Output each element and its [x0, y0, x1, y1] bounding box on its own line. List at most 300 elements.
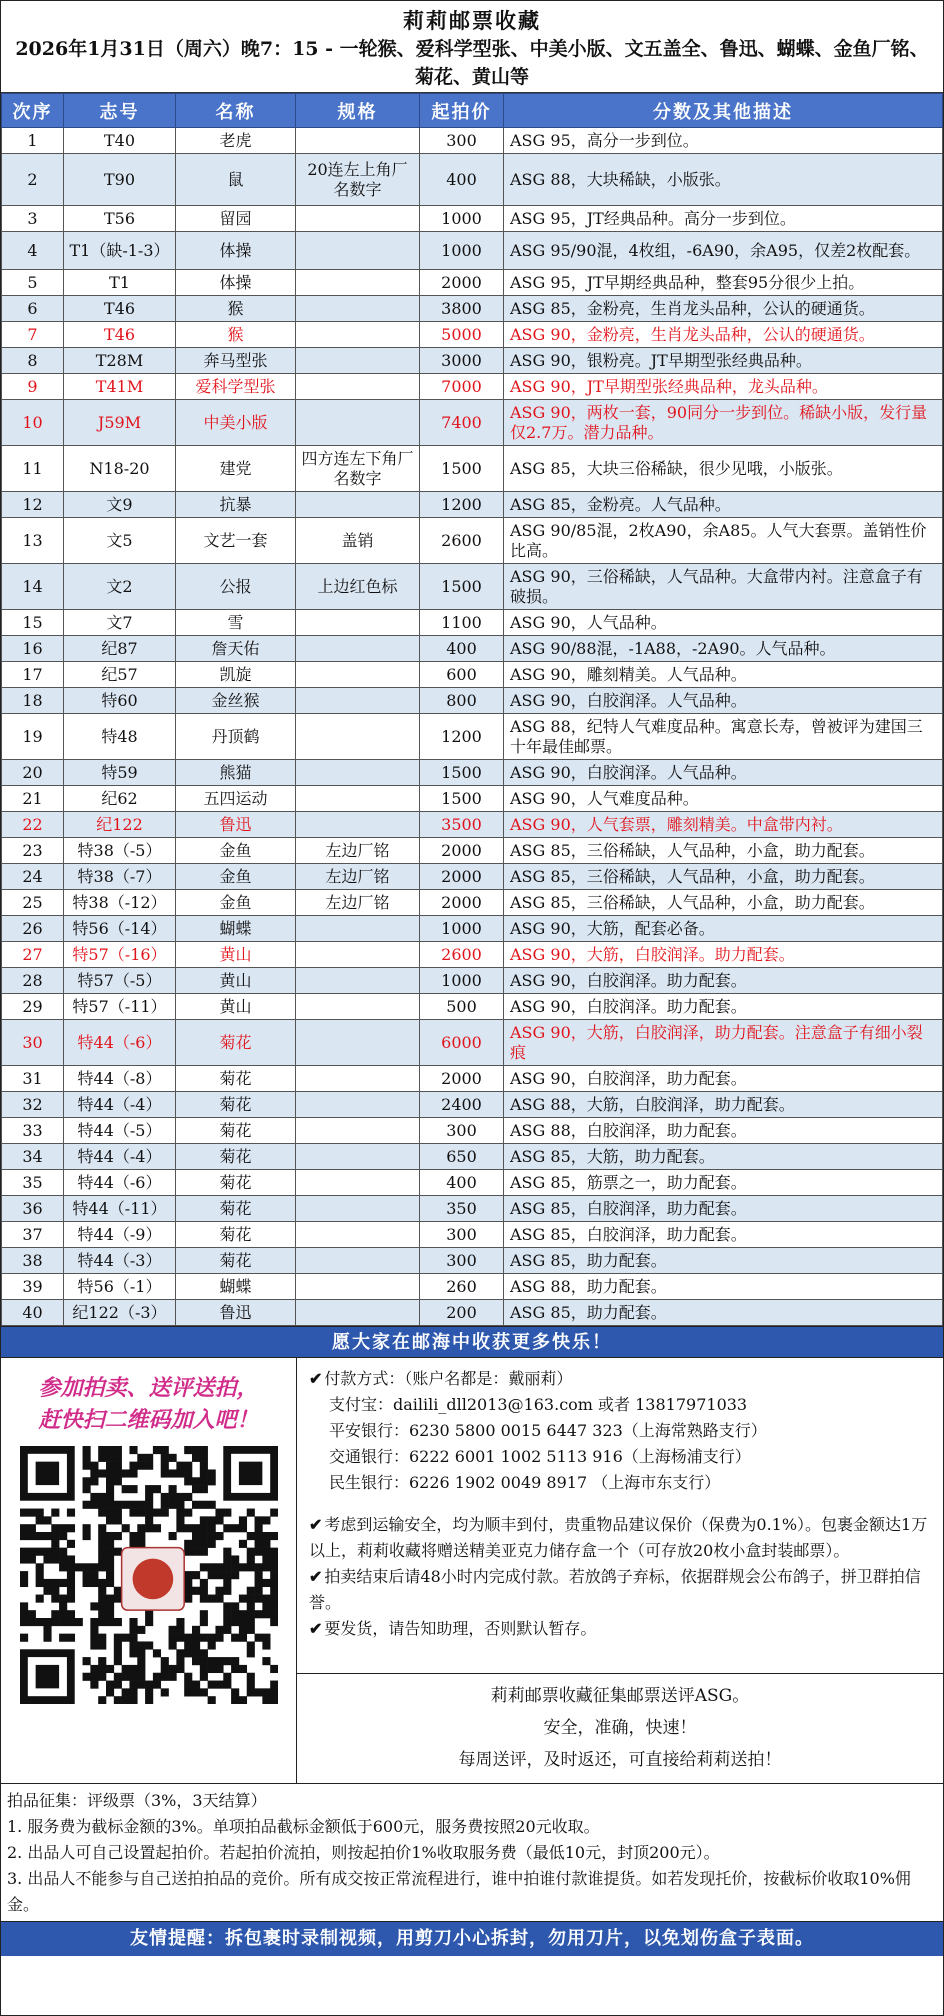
- qr-module: [82, 1454, 90, 1462]
- qr-module: [168, 1501, 176, 1509]
- table-row: [2, 1020, 943, 1066]
- stamp-code: 文2: [64, 564, 176, 610]
- lot-description: ASG 90，大筋，白胶润泽。助力配套。: [504, 942, 943, 968]
- start-price: 1500: [420, 760, 504, 786]
- qr-module: [59, 1579, 67, 1587]
- qr-module: [106, 1595, 114, 1603]
- qr-module: [90, 1665, 98, 1673]
- qr-module: [59, 1634, 67, 1642]
- lot-description: ASG 90，银粉亮。JT早期型张经典品种。: [504, 348, 943, 374]
- qr-module: [270, 1602, 278, 1610]
- qr-module: [129, 1649, 137, 1657]
- lot-description: ASG 90，白胶润泽。助力配套。: [504, 994, 943, 1020]
- qr-module: [184, 1673, 192, 1681]
- check-icon: ✔: [309, 1567, 323, 1586]
- qr-module: [98, 1509, 106, 1517]
- lot-number: 3: [2, 206, 64, 232]
- qr-module: [113, 1618, 121, 1626]
- table-row: [2, 864, 943, 890]
- stamp-name: 公报: [176, 564, 296, 610]
- table-row: [2, 400, 943, 446]
- qr-module: [199, 1618, 207, 1626]
- stamp-code: 特57（-16）: [64, 942, 176, 968]
- col-header-code: 志号: [64, 94, 176, 128]
- qr-module: [215, 1681, 223, 1689]
- qr-module: [270, 1696, 278, 1704]
- qr-module: [238, 1540, 246, 1548]
- alipay-line[interactable]: 支付宝：dailili_dll2013@163.com 或者 13817971033: [329, 1395, 748, 1414]
- col-header-price: 起拍价: [420, 94, 504, 128]
- lot-number: 35: [2, 1170, 64, 1196]
- start-price: 1500: [420, 446, 504, 492]
- qr-module: [98, 1696, 106, 1704]
- payment-heading: 付款方式：（账户名都是：戴丽莉）: [324, 1369, 573, 1388]
- lot-description: ASG 90，两枚一套，90同分一步到位。稀缺小版，发行量仅2.7万。潜力品种。: [504, 400, 943, 446]
- lot-number: 40: [2, 1300, 64, 1326]
- qr-module: [207, 1634, 215, 1642]
- page-title: 莉莉邮票收藏: [403, 8, 541, 33]
- table-row: [2, 1144, 943, 1170]
- lot-number: 33: [2, 1118, 64, 1144]
- qr-module: [168, 1641, 176, 1649]
- qr-module: [129, 1665, 137, 1673]
- qr-module: [254, 1688, 262, 1696]
- qr-module: [129, 1688, 137, 1696]
- qr-module: [262, 1579, 270, 1587]
- qr-module: [199, 1688, 207, 1696]
- stamp-spec: [296, 786, 420, 812]
- stamp-code: T28M: [64, 348, 176, 374]
- qr-module: [145, 1509, 153, 1517]
- qr-module: [238, 1516, 246, 1524]
- qr-module: [113, 1634, 121, 1642]
- promo-panel: [1, 1358, 297, 1783]
- lot-description: ASG 88，纪特人气难度品种。寓意长寿，曾被评为建国三十年最佳邮票。: [504, 714, 943, 760]
- qr-module: [246, 1688, 254, 1696]
- qr-module: [207, 1524, 215, 1532]
- table-row: [2, 270, 943, 296]
- qr-module: [168, 1485, 176, 1493]
- info-section: [1, 1358, 943, 1784]
- qr-module: [20, 1509, 28, 1517]
- lot-description: ASG 88，助力配套。: [504, 1274, 943, 1300]
- qr-module: [66, 1634, 74, 1642]
- lot-number: 30: [2, 1020, 64, 1066]
- qr-module: [192, 1657, 200, 1665]
- qr-module: [199, 1665, 207, 1673]
- lot-number: 28: [2, 968, 64, 994]
- qr-module: [113, 1501, 121, 1509]
- qr-module: [145, 1641, 153, 1649]
- qr-module: [66, 1587, 74, 1595]
- qr-module: [223, 1681, 231, 1689]
- stamp-code: T56: [64, 206, 176, 232]
- qr-module: [199, 1516, 207, 1524]
- lot-number: 12: [2, 492, 64, 518]
- qr-module: [238, 1665, 246, 1673]
- qr-module: [254, 1634, 262, 1642]
- qr-module: [137, 1462, 145, 1470]
- stamp-code: T40: [64, 128, 176, 154]
- qr-module: [192, 1540, 200, 1548]
- payment-panel: [297, 1358, 943, 1783]
- qr-module: [184, 1509, 192, 1517]
- table-row: [2, 1248, 943, 1274]
- stamp-spec: [296, 1300, 420, 1326]
- qr-module: [152, 1485, 160, 1493]
- qr-module: [231, 1555, 239, 1563]
- stamp-code: 特38（-12）: [64, 890, 176, 916]
- qr-module: [90, 1626, 98, 1634]
- start-price: 7000: [420, 374, 504, 400]
- lot-description: ASG 90，白胶润泽。人气品种。: [504, 760, 943, 786]
- qr-module: [106, 1618, 114, 1626]
- qr-module: [137, 1657, 145, 1665]
- lot-number: 24: [2, 864, 64, 890]
- qr-module: [90, 1462, 98, 1470]
- qr-module: [254, 1548, 262, 1556]
- start-price: 1000: [420, 232, 504, 270]
- qr-module: [51, 1618, 59, 1626]
- qr-module: [176, 1626, 184, 1634]
- qr-module: [207, 1563, 215, 1571]
- qr-module: [207, 1532, 215, 1540]
- table-row: [2, 994, 943, 1020]
- qr-module: [27, 1524, 35, 1532]
- qr-module: [129, 1532, 137, 1540]
- table-row: [2, 1170, 943, 1196]
- qr-module: [254, 1571, 262, 1579]
- qr-module: [137, 1532, 145, 1540]
- qr-module: [270, 1688, 278, 1696]
- qr-module: [35, 1516, 43, 1524]
- qr-module: [254, 1563, 262, 1571]
- stamp-spec: [296, 206, 420, 232]
- stamp-code: 纪122: [64, 812, 176, 838]
- qr-module: [59, 1555, 67, 1563]
- qr-module: [246, 1673, 254, 1681]
- qr-module: [262, 1641, 270, 1649]
- qr-module: [20, 1532, 28, 1540]
- qr-module: [82, 1571, 90, 1579]
- start-price: 260: [420, 1274, 504, 1300]
- qr-module: [129, 1618, 137, 1626]
- stamp-name: 爱科学型张: [176, 374, 296, 400]
- qr-module: [129, 1446, 137, 1454]
- qr-module: [262, 1555, 270, 1563]
- qr-module: [66, 1540, 74, 1548]
- qr-module: [51, 1548, 59, 1556]
- qr-module: [262, 1634, 270, 1642]
- qr-module: [27, 1532, 35, 1540]
- qr-module: [199, 1454, 207, 1462]
- qr-module: [160, 1673, 168, 1681]
- table-row: [2, 1118, 943, 1144]
- qr-module: [160, 1462, 168, 1470]
- qr-module: [192, 1649, 200, 1657]
- qr-module: [106, 1462, 114, 1470]
- lot-number: 10: [2, 400, 64, 446]
- qr-module: [168, 1532, 176, 1540]
- stamp-name: 凯旋: [176, 662, 296, 688]
- qr-module: [246, 1548, 254, 1556]
- table-row: [2, 838, 943, 864]
- start-price: 1000: [420, 968, 504, 994]
- lot-number: 2: [2, 154, 64, 206]
- qr-module: [199, 1548, 207, 1556]
- table-header-row: [2, 94, 943, 128]
- qr-module: [238, 1524, 246, 1532]
- qr-module: [35, 1563, 43, 1571]
- lot-number: 8: [2, 348, 64, 374]
- qr-module: [168, 1673, 176, 1681]
- qr-module: [207, 1595, 215, 1603]
- qr-module: [184, 1477, 192, 1485]
- stamp-spec: [296, 1092, 420, 1118]
- qr-module: [98, 1524, 106, 1532]
- start-price: 300: [420, 1118, 504, 1144]
- table-row: [2, 1274, 943, 1300]
- qr-module: [35, 1509, 43, 1517]
- qr-module: [98, 1532, 106, 1540]
- stamp-code: 纪122（-3）: [64, 1300, 176, 1326]
- lot-description: ASG 85，助力配套。: [504, 1248, 943, 1274]
- table-row: [2, 374, 943, 400]
- qr-module: [113, 1454, 121, 1462]
- qr-module: [254, 1610, 262, 1618]
- qr-module: [90, 1493, 98, 1501]
- qr-module: [27, 1618, 35, 1626]
- qr-finder: [238, 1462, 261, 1485]
- qr-module: [184, 1688, 192, 1696]
- stamp-spec: [296, 1020, 420, 1066]
- qr-module: [262, 1610, 270, 1618]
- qr-module: [43, 1516, 51, 1524]
- stamp-spec: [296, 322, 420, 348]
- qr-module: [90, 1681, 98, 1689]
- delivery-note: 要发货，请告知助理，否则默认暂存。: [324, 1619, 597, 1638]
- qr-module: [82, 1485, 90, 1493]
- lot-number: 23: [2, 838, 64, 864]
- qr-module: [199, 1579, 207, 1587]
- lot-number: 19: [2, 714, 64, 760]
- start-price: 2600: [420, 942, 504, 968]
- qr-module: [215, 1509, 223, 1517]
- qr-module: [27, 1548, 35, 1556]
- stamp-code: 文5: [64, 518, 176, 564]
- stamp-name: 金鱼: [176, 890, 296, 916]
- lot-description: ASG 95，JT经典品种。高分一步到位。: [504, 206, 943, 232]
- qr-module: [270, 1579, 278, 1587]
- stamp-spec: 盖销: [296, 518, 420, 564]
- qr-module: [66, 1524, 74, 1532]
- stamp-code: 纪62: [64, 786, 176, 812]
- stamp-spec: [296, 662, 420, 688]
- qr-module: [90, 1579, 98, 1587]
- qr-module: [145, 1516, 153, 1524]
- qr-module: [270, 1618, 278, 1626]
- qr-module: [199, 1649, 207, 1657]
- qr-module: [98, 1563, 106, 1571]
- stamp-code: 文9: [64, 492, 176, 518]
- qr-module: [176, 1509, 184, 1517]
- qr-module: [192, 1548, 200, 1556]
- qr-module: [246, 1641, 254, 1649]
- qr-module: [106, 1571, 114, 1579]
- stamp-name: 金丝猴: [176, 688, 296, 714]
- qr-module: [113, 1446, 121, 1454]
- qr-module: [43, 1579, 51, 1587]
- qr-module: [176, 1469, 184, 1477]
- qr-module: [199, 1595, 207, 1603]
- start-price: 3800: [420, 296, 504, 322]
- qr-module: [246, 1509, 254, 1517]
- qr-module: [152, 1673, 160, 1681]
- qr-module: [207, 1477, 215, 1485]
- stamp-code: 特44（-4）: [64, 1092, 176, 1118]
- qr-module: [43, 1532, 51, 1540]
- qr-module: [152, 1524, 160, 1532]
- qr-module: [82, 1501, 90, 1509]
- qr-module: [98, 1454, 106, 1462]
- stamp-code: T1（缺-1-3）: [64, 232, 176, 270]
- qr-module: [176, 1462, 184, 1470]
- stamp-spec: [296, 1066, 420, 1092]
- qr-module: [20, 1610, 28, 1618]
- qr-module: [129, 1626, 137, 1634]
- qr-module: [223, 1571, 231, 1579]
- qr-module: [231, 1657, 239, 1665]
- qr-module: [113, 1548, 121, 1556]
- lot-number: 25: [2, 890, 64, 916]
- qr-module: [262, 1548, 270, 1556]
- start-price: 2000: [420, 864, 504, 890]
- rule-3: 3. 出品人不能参与自己送拍拍品的竞价。所有成交按正常流程进行，谁中拍谁付款谁提货。如若发现托价，按截标价收取10%佣金。: [7, 1869, 911, 1914]
- stamp-spec: [296, 1196, 420, 1222]
- table-row: [2, 916, 943, 942]
- stamp-code: T1: [64, 270, 176, 296]
- qr-module: [66, 1555, 74, 1563]
- qr-module: [74, 1563, 82, 1571]
- lot-number: 21: [2, 786, 64, 812]
- qr-module: [137, 1501, 145, 1509]
- qr-module: [262, 1532, 270, 1540]
- qr-module: [168, 1626, 176, 1634]
- qr-module: [66, 1610, 74, 1618]
- qr-module: [98, 1548, 106, 1556]
- qr-module: [113, 1516, 121, 1524]
- start-price: 300: [420, 128, 504, 154]
- qr-module: [270, 1595, 278, 1603]
- lot-description: ASG 90，白胶润泽。人气品种。: [504, 688, 943, 714]
- start-price: 1000: [420, 916, 504, 942]
- qr-module: [145, 1618, 153, 1626]
- stamp-code: 特44（-6）: [64, 1020, 176, 1066]
- qr-module: [192, 1477, 200, 1485]
- qr-module: [192, 1626, 200, 1634]
- qr-code[interactable]: [20, 1446, 278, 1704]
- qr-module: [66, 1595, 74, 1603]
- lot-description: ASG 85，三俗稀缺，人气品种，小盒，助力配套。: [504, 890, 943, 916]
- qr-module: [176, 1657, 184, 1665]
- check-icon: ✔: [309, 1619, 323, 1638]
- qr-module: [192, 1587, 200, 1595]
- table-row: [2, 296, 943, 322]
- qr-module: [270, 1532, 278, 1540]
- stamp-name: 蝴蝶: [176, 916, 296, 942]
- qr-module: [113, 1532, 121, 1540]
- stamp-name: 菊花: [176, 1170, 296, 1196]
- qr-module: [207, 1501, 215, 1509]
- stamp-name: 菊花: [176, 1118, 296, 1144]
- qr-module: [90, 1469, 98, 1477]
- qr-module: [113, 1462, 121, 1470]
- qr-module: [238, 1563, 246, 1571]
- qr-module: [215, 1516, 223, 1524]
- check-icon: ✔: [309, 1515, 323, 1534]
- qr-module: [199, 1587, 207, 1595]
- stamp-name: 中美小版: [176, 400, 296, 446]
- qr-module: [129, 1673, 137, 1681]
- qr-module: [137, 1665, 145, 1673]
- qr-module: [254, 1540, 262, 1548]
- qr-module: [113, 1641, 121, 1649]
- col-header-no: 次序: [2, 94, 64, 128]
- qr-module: [160, 1665, 168, 1673]
- qr-module: [215, 1665, 223, 1673]
- qr-module: [254, 1595, 262, 1603]
- lot-description: ASG 85，金粉亮。人气品种。: [504, 492, 943, 518]
- lot-number: 5: [2, 270, 64, 296]
- qr-module: [184, 1571, 192, 1579]
- qr-module: [192, 1501, 200, 1509]
- qr-module: [113, 1681, 121, 1689]
- payment-info: [297, 1358, 943, 1673]
- qr-module: [254, 1516, 262, 1524]
- lot-number: 26: [2, 916, 64, 942]
- qr-module: [121, 1485, 129, 1493]
- start-price: 3500: [420, 812, 504, 838]
- stamp-spec: [296, 348, 420, 374]
- lot-description: ASG 95/90混，4枚组，-6A90，余A95，仅差2枚配套。: [504, 232, 943, 270]
- qr-module: [98, 1634, 106, 1642]
- start-price: 6000: [420, 1020, 504, 1066]
- qr-module: [199, 1501, 207, 1509]
- stamp-spec: [296, 916, 420, 942]
- qr-module: [254, 1587, 262, 1595]
- promo-line-2: 赶快扫二维码加入吧！: [38, 1407, 259, 1433]
- qr-module: [98, 1618, 106, 1626]
- qr-module: [207, 1516, 215, 1524]
- qr-module: [121, 1673, 129, 1681]
- stamp-code: 特60: [64, 688, 176, 714]
- lot-number: 27: [2, 942, 64, 968]
- qr-module: [192, 1688, 200, 1696]
- qr-module: [152, 1681, 160, 1689]
- lot-number: 32: [2, 1092, 64, 1118]
- qr-module: [82, 1524, 90, 1532]
- table-row: [2, 714, 943, 760]
- lot-number: 1: [2, 128, 64, 154]
- qr-module: [113, 1469, 121, 1477]
- qr-module: [35, 1532, 43, 1540]
- stamp-name: 鼠: [176, 154, 296, 206]
- start-price: 600: [420, 662, 504, 688]
- stamp-spec: [296, 400, 420, 446]
- qr-module: [270, 1665, 278, 1673]
- qr-module: [223, 1657, 231, 1665]
- qr-module: [106, 1509, 114, 1517]
